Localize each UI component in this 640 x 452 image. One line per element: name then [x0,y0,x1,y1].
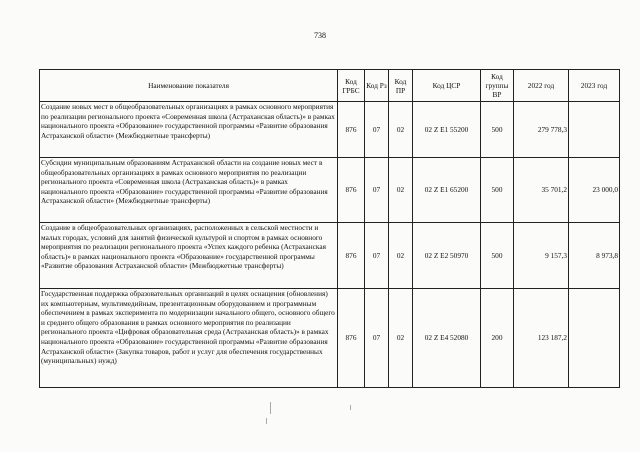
row-pr: 02 [389,289,413,388]
header-csr: Код ЦСР [413,70,481,102]
row-pr: 02 [389,158,413,223]
header-vr: Код группы ВР [481,70,514,102]
row-2023 [569,289,620,388]
row-vr: 500 [481,223,514,289]
row-pr: 02 [389,223,413,289]
row-rz: 07 [365,223,389,289]
row-csr: 02 Z E1 55200 [413,102,481,158]
header-rz: Код Рз [365,70,389,102]
scan-mark [350,405,351,410]
scan-mark [266,418,267,424]
table-row [40,289,620,388]
row-name: Субсидии муниципальным образованиям Астраханской области на создание новых мест в общеобразовательных организациях в рамках основного мероприятия по реализации регионального проекта «Современная школа (Астраханская область)» в рамках национального проекта «Образование» государственной программы «Развитие образования Астраханской области» (Межбюджетные трансферты) [40,158,338,223]
table-row [40,102,620,158]
page-number: 738 [314,31,326,40]
row-vr: 500 [481,158,514,223]
header-2023: 2023 год [569,70,620,102]
row-name: Государственная поддержка образовательных организаций в целях оснащения (обновления) их компьютерным, мультимедийным, презентационным оборудованием и программным обеспечением в рамках эксперимента по модернизации начального общего, основного общего и среднего общего образования в рамках основного мероприятия по реализации регионального проекта «Цифровая образовательная среда (Астраханская область)» в рамках национального проекта «Образование» государственной программы «Развитие образования Астраханской области» (Закупка товаров, работ и услуг для обеспечения государственных (муниципальных) нужд) [40,289,338,388]
row-grbs: 876 [338,102,365,158]
row-2022: 123 187,2 [514,289,569,388]
header-grbs: Код ГРБС [338,70,365,102]
row-csr: 02 Z E1 65200 [413,158,481,223]
row-grbs: 876 [338,223,365,289]
row-name: Создание в общеобразовательных организациях, расположенных в сельской местности и малых городах, условий для занятий физической культурой и спортом в рамках основного мероприятия по реализации регионального проекта «Успех каждого ребенка (Астраханская область)» в рамках национального проекта «Образование» государственной программы «Развитие образования Астраханской области» (Межбюджетные трансферты) [40,223,338,289]
row-grbs: 876 [338,158,365,223]
row-rz: 07 [365,158,389,223]
row-2022: 35 701,2 [514,158,569,223]
header-name: Наименование показателя [40,70,338,102]
row-2023: 23 000,0 [569,158,620,223]
scan-mark [270,402,271,414]
row-2022: 9 157,3 [514,223,569,289]
row-vr: 200 [481,289,514,388]
row-2022: 279 778,3 [514,102,569,158]
row-rz: 07 [365,289,389,388]
row-2023 [569,102,620,158]
row-rz: 07 [365,102,389,158]
header-pr: Код ПР [389,70,413,102]
row-grbs: 876 [338,289,365,388]
row-pr: 02 [389,102,413,158]
table-row [40,158,620,223]
row-name: Создание новых мест в общеобразовательных организациях в рамках основного мероприятия по реализации регионального проекта «Современная школа (Астраханская область)» в рамках национального проекта «Образование» государственной программы «Развитие образования Астраханской области» (Межбюджетные трансферты) [40,102,338,158]
budget-table [39,69,620,388]
row-2023: 8 973,8 [569,223,620,289]
row-vr: 500 [481,102,514,158]
row-csr: 02 Z E4 52080 [413,289,481,388]
table-header-row [40,70,620,102]
table-row [40,223,620,289]
row-csr: 02 Z E2 50970 [413,223,481,289]
header-2022: 2022 год [514,70,569,102]
